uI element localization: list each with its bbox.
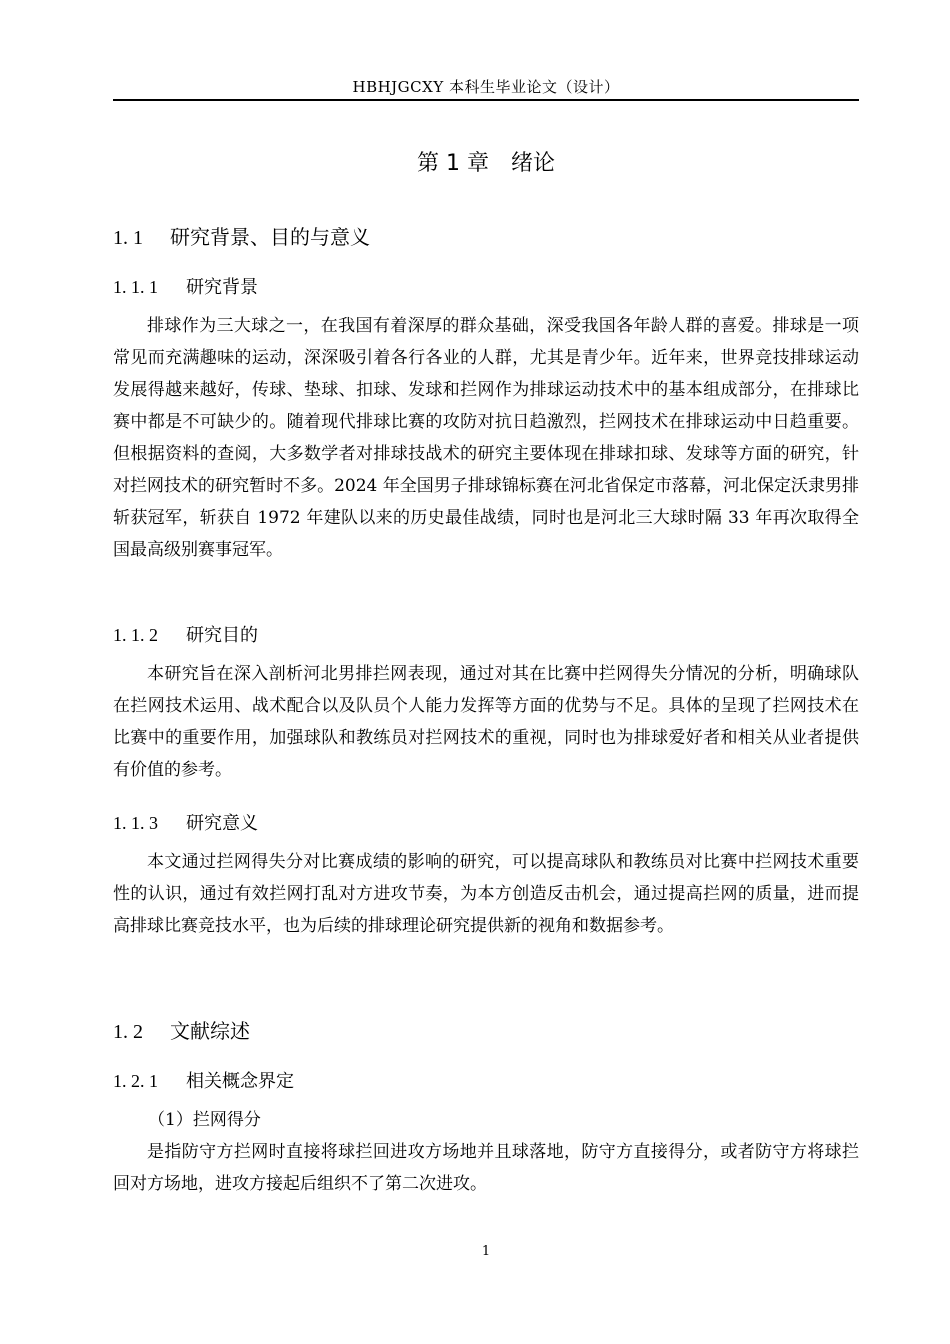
running-header: HBHJGCXY 本科生毕业论文（设计） <box>352 78 620 96</box>
chapter-name: 绪论 <box>510 151 555 176</box>
section-heading-1-1 <box>113 221 370 250</box>
subsection-title: 研究意义 <box>186 813 258 834</box>
subsection-heading-1-1-3 <box>113 809 258 835</box>
paragraph-block-point-definition: 是指防守方拦网时直接将球拦回进攻方场地并且球落地，防守方直接得分，或者防守方将球拦回对方场地，进攻方接起后组织不了第二次进攻。 <box>113 1142 859 1194</box>
paragraph-research-significance: 本文通过拦网得失分对比赛成绩的影响的研究，可以提高球队和教练员对比赛中拦网技术重要性的认识，通过有效拦网打乱对方进攻节奏，为本方创造反击机会，通过提高拦网的质量，进而提高排球比赛竞技水平，也为后续的排球理论研究提供新的视角和数据参考。 <box>113 852 859 936</box>
list-item-block-point: （1）拦网得分 <box>148 1110 261 1130</box>
section-title: 研究背景、目的与意义 <box>170 225 370 249</box>
subsection-title: 研究背景 <box>186 277 258 298</box>
subsection-title: 研究目的 <box>186 625 258 646</box>
page-number: 1 <box>481 1244 491 1259</box>
section-number: 1. 1 <box>113 227 143 249</box>
paragraph-research-purpose: 本研究旨在深入剖析河北男排拦网表现，通过对其在比赛中拦网得失分情况的分析，明确球队在拦网技术运用、战术配合以及队员个人能力发挥等方面的优势与不足。具体的呈现了拦网技术在比赛中的重要作用，加强球队和教练员对拦网技术的重视，同时也为排球爱好者和相关从业者提供有价值的参考。 <box>113 664 859 780</box>
subsection-number: 1. 1. 1 <box>113 277 158 297</box>
section-heading-1-2 <box>113 1015 250 1044</box>
subsection-heading-1-1-2 <box>113 621 258 647</box>
subsection-number: 1. 1. 2 <box>113 625 158 645</box>
subsection-heading-1-2-1 <box>113 1067 294 1093</box>
subsection-title: 相关概念界定 <box>186 1071 294 1092</box>
paragraph-research-background: 排球作为三大球之一，在我国有着深厚的群众基础，深受我国各年龄人群的喜爱。排球是一项常见而充满趣味的运动，深深吸引着各行各业的人群，尤其是青少年。近年来，世界竞技排球运动发展得越来越好，传球、垫球、扣球、发球和拦网作为排球运动技术中的基本组成部分，在排球比赛中都是不可缺少的。随着现代排球比赛的攻防对抗日趋激烈，拦网技术在排球运动中日趋重要。但根据资料的查阅，大多数学者对排球技战术的研究主要体现在排球扣球、发球等方面的研究，针对拦网技术的研究暂时不多。2024 年全国男子排球锦标赛在河北省保定市落幕，河北保定沃隶男排斩获冠军，斩获自 1972 年建队以来的历史最佳战绩，同时也是河北三大球时隔 33 年再次取得全国最高级别赛事冠军。 <box>113 316 859 560</box>
chapter-title <box>113 146 859 177</box>
section-number: 1. 2 <box>113 1021 143 1043</box>
chapter-number: 第 1 章 <box>417 151 489 176</box>
subsection-number: 1. 2. 1 <box>113 1071 158 1091</box>
subsection-heading-1-1-1 <box>113 273 258 299</box>
header-rule <box>113 99 859 101</box>
subsection-number: 1. 1. 3 <box>113 813 158 833</box>
section-title: 文献综述 <box>170 1019 250 1043</box>
